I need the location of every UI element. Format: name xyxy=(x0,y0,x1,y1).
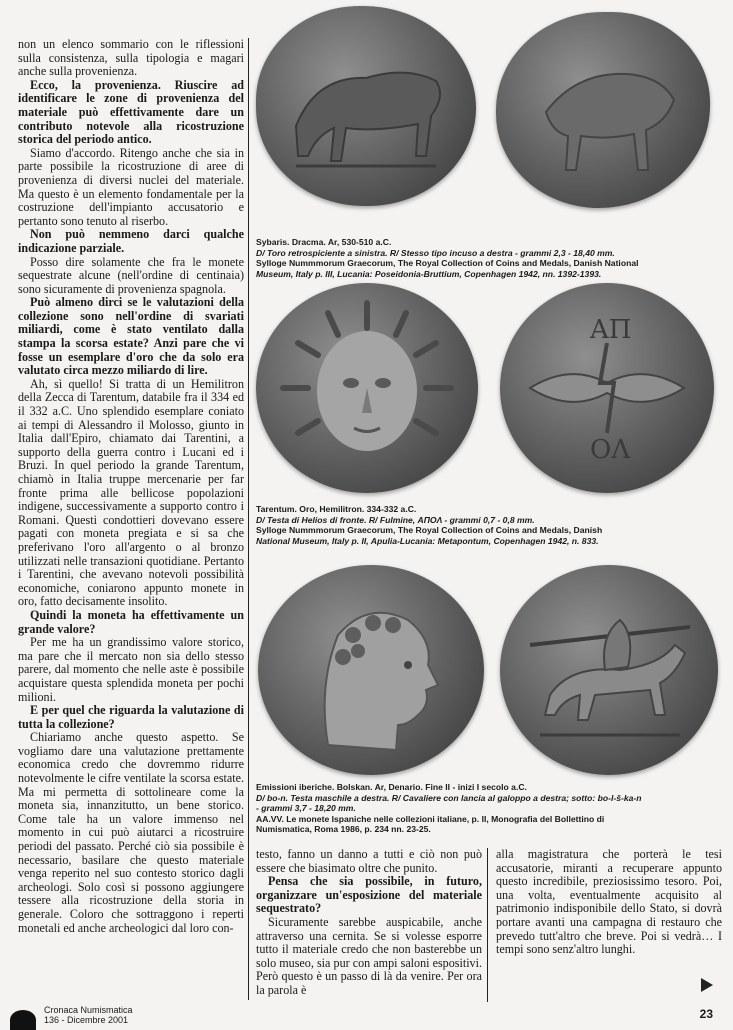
body-paragraph: non un elenco sommario con le riflessioni sulla consistenza, sulla tipologia e magari anche sulla provenienza. xyxy=(18,37,244,79)
interview-question: Ecco, la provenienza. Riuscire ad identificare le zone di provenienza del materiale può effettivamente dare un contributo notevole alla ricostruzione storica del periodo antico. xyxy=(18,77,244,147)
column-divider xyxy=(487,848,488,1002)
caption-reference: AA.VV. Le monete Ispaniche nelle collezioni italiane, p. II, Monografia del Bollettino di xyxy=(256,813,605,824)
caption-description: D/ Toro retrospiciente a sinistra. R/ Stesso tipo incuso a destra - grammi 2,3 - 18,40 mm. xyxy=(256,247,615,258)
caption-reference: National Museum, Italy p. II, Apulia-Lucania: Metapontum, Copenhagen 1942, n. 833. xyxy=(256,535,599,546)
middle-column xyxy=(256,848,482,998)
body-paragraph: Sicuramente sarebbe auspicabile, anche attraverso una cernita. Se si volesse esporre tutto il materiale credo che non basterebbe un solo museo, sia pur con ampi saloni espositivi. Però questo è un passo di là da venire. Per ora la parola è xyxy=(256,914,482,997)
caption-description: - grammi 3,7 - 18,20 mm. xyxy=(256,803,356,814)
caption-reference: Numismatica, Roma 1986, p. 234 nn. 23-25. xyxy=(256,824,431,835)
coin-legend-top: ΑΠ xyxy=(590,315,632,345)
interview-question: Quindi la moneta ha effettivamente un grande valore? xyxy=(18,607,244,636)
caption-title: Emissioni iberiche. Bolskan. Ar, Denario. Fine II - inizi I secolo a.C. xyxy=(256,782,527,792)
caption-sybaris xyxy=(256,237,724,279)
caption-description: D/ Testa di Helios di fronte. R/ Fulmine, ΑΠΟΛ - grammi 0,7 - 0,8 mm. xyxy=(256,514,535,525)
horseman-icon xyxy=(500,565,718,775)
male-head-icon xyxy=(258,565,484,775)
bull-left-icon xyxy=(256,6,476,206)
continue-arrow-icon xyxy=(701,978,713,992)
body-paragraph: Ah, sì quello! Si tratta di un Hemilitron della Zecca di Tarentum, databile fra il 334 ed il 332 a.C. Uno splendido esemplare coniato ai tempi di Alessandro il Molosso, giunto in Italia dall'Epiro, chiamato dai Tarentini, a supporto della guerra contro i Lucani ed i Bruzi. In quel periodo la grande Tarentum, chiamò in Italia truppe mercenarie per far fronte prima alle bellicose popolazioni indigene, successivamente a supporto contro i Romani. Questi condottieri dovevano essere pagati con moneta pregiata e si sa che preferivano l'oro all'argento o al bronzo utilizzati nelle transazioni quotidiane. Pertanto i Tarentini, che avevano notevoli possibilità economiche, coniarono appunto monete in oro, fatto decisamente insolito. xyxy=(18,376,244,609)
coin-tarentum-reverse xyxy=(500,283,714,493)
body-paragraph: Per me ha un grandissimo valore storico, ma pare che il mercato non sia dello stesso parere, dal momento che nelle aste è possibile acquistare questa splendida moneta per pochi milioni. xyxy=(18,635,244,704)
caption-title: Sybaris. Dracma. Ar, 530-510 a.C. xyxy=(256,237,392,247)
body-paragraph: Posso dire solamente che fra le monete sequestrate alcune (nell'ordine di centinaia) sono sicuramente di provenienza spagnola. xyxy=(18,254,244,296)
body-paragraph: alla magistratura che porterà le tesi accusatorie, miranti a recuperare appunto questo incredibile, preziosissimo tesoro. Poi, una volta, eventualmente acquisito al patrimonio indisponibile dello Stato, si dovrà portare avanti una campagna di restauro che prevedo tutt'altro che breve. Poi si vedrà… I tempi sono senz'altro lunghi. xyxy=(496,847,722,957)
body-paragraph: Chiariamo anche questo aspetto. Se vogliamo dare una valutazione prettamente economica credo che dovremmo ridurre notevolmente le cifre ventilate la scorsa estate. Ma mi permetta di sottolineare come la moneta sia, innanzitutto, un bene storico. Come tale ha un valore immenso nel momento in cui può aiutarci a ricostruire periodi del passato. Perché ciò sia possibile è necessario, basilare che questo materiale venga reperito nel suo contesto storico dagli archeologi. Solo così si possono aggiungere tessere alla ricostruzione della storia in generale. Coloro che sottraggono i reperti monetali ed anche archeologici dal loro con- xyxy=(18,730,244,935)
right-column xyxy=(496,848,722,957)
page-footer xyxy=(0,1004,733,1024)
bull-incuse-icon xyxy=(496,12,710,208)
caption-reference: Sylloge Nummmorum Graecorum, The Royal Collection of Coins and Medals, Danish xyxy=(256,525,603,536)
body-paragraph: testo, fanno un danno a tutti e ciò non può essere che biasimato oltre che punito. xyxy=(256,847,482,875)
coin-legend-bottom: ΟΛ xyxy=(590,435,631,465)
helios-head-icon xyxy=(256,283,478,493)
thunderbolt-icon xyxy=(500,283,714,493)
coin-sybaris-reverse xyxy=(496,12,710,208)
caption-reference: Museum, Italy p. III, Lucania: Poseidonia-Bruttium, Copenhagen 1942, nn. 1392-1393. xyxy=(256,268,602,279)
left-column xyxy=(18,38,244,935)
magazine-logo-icon xyxy=(10,1010,36,1030)
column-divider xyxy=(248,38,249,1000)
interview-question: Può almeno dirci se le valutazioni della collezione sono nell'ordine di svariati miliardi, come è stato ventilato dalla stampa la scorsa estate? Anzi pare che vi fosse un esemplare d'oro che da solo era valutato circa mezzo miliardo di lire. xyxy=(18,295,244,378)
caption-tarentum xyxy=(256,504,724,546)
caption-bolskan xyxy=(256,782,724,835)
interview-question: Pensa che sia possibile, in futuro, organizzare un'esposizione del materiale sequestrato? xyxy=(256,874,482,916)
caption-title: Tarentum. Oro, Hemilitron. 334-332 a.C. xyxy=(256,504,417,514)
coin-sybaris-obverse xyxy=(256,6,476,206)
coin-bolskan-reverse xyxy=(500,565,718,775)
footer-magazine xyxy=(44,1005,133,1025)
body-paragraph: Siamo d'accordo. Ritengo anche che sia in parte possibile la ricostruzione di aree di provenienza di diversi nuclei del materiale. Ma questo è un elemento fondamentale per la costruzione dell'impianto accusatorio e pertanto sono tenuto al riserbo. xyxy=(18,145,244,228)
interview-question: E per quel che riguarda la valutazione di tutta la collezione? xyxy=(18,703,244,731)
coin-bolskan-obverse xyxy=(258,565,484,775)
magazine-name: Cronaca Numismatica xyxy=(44,1005,133,1015)
coin-tarentum-obverse xyxy=(256,283,478,493)
issue-info: 136 - Dicembre 2001 xyxy=(44,1015,129,1025)
caption-description: D/ bo-n. Testa maschile a destra. R/ Cavaliere con lancia al galoppo a destra; sotto: bo-l-š-ka-n xyxy=(256,792,642,803)
page-number: 23 xyxy=(699,1007,713,1021)
interview-question: Non può nemmeno darci qualche indicazione parziale. xyxy=(18,227,244,255)
caption-reference: Sylloge Nummmorum Graecorum, The Royal Collection of Coins and Medals, Danish National xyxy=(256,258,639,269)
